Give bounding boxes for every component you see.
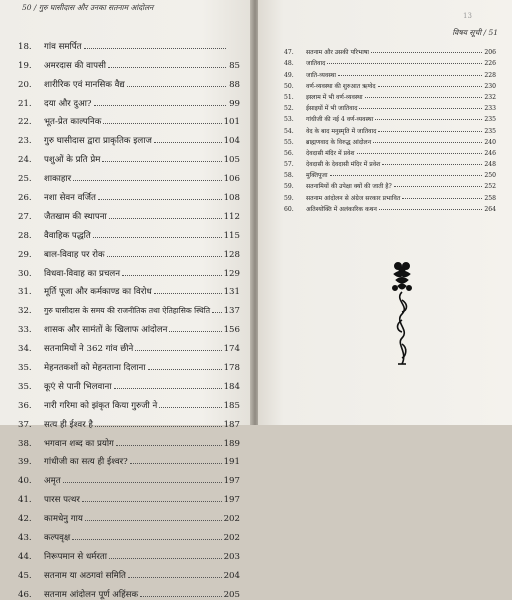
entry-page: 252 (484, 183, 496, 191)
left-page-header: 50 / गुरु घासीदास और उनका सतनाम आंदोलन (22, 3, 154, 12)
dot-leader (107, 256, 222, 257)
entry-page: 197 (223, 476, 240, 487)
left-page (0, 0, 252, 600)
dot-leader (378, 131, 482, 132)
entry-title: दया और दुआ? (44, 98, 92, 109)
toc-entry (18, 543, 240, 562)
entry-page: 105 (223, 155, 240, 166)
toc-entry (18, 146, 240, 165)
toc-entry (18, 316, 240, 335)
dot-leader (127, 86, 226, 87)
dot-leader (102, 161, 221, 162)
dot-leader (359, 108, 482, 109)
entry-page: 85 (229, 60, 240, 71)
dot-leader (375, 119, 482, 120)
dot-leader (94, 105, 227, 106)
dot-leader (140, 596, 222, 597)
toc-entry (18, 392, 240, 411)
dot-leader (98, 199, 222, 200)
entry-page: 203 (223, 551, 240, 562)
entry-title: सतनाम आंदोलन से अंग्रेज सरकार प्रभावित (306, 194, 401, 202)
entry-title: शारीरिक एवं मानसिक वैद्य (44, 79, 125, 90)
toc-entry (18, 354, 240, 373)
entry-title: गांधीजी की नई 4 वर्ण-व्यवस्था (306, 116, 374, 124)
entry-title: सतनाम और उसकी परिभाषा (306, 49, 369, 57)
entry-title: मेहनतकशों को मेहनताना दिलाना (44, 363, 146, 374)
entry-page: 88 (229, 79, 240, 90)
dot-leader (128, 577, 222, 578)
entry-page: 108 (223, 193, 240, 204)
entry-title: कामधेनु गाय (44, 514, 83, 525)
entry-page: 101 (223, 117, 240, 128)
dot-leader (379, 209, 482, 210)
dot-leader (154, 142, 222, 143)
entry-number: 51. (284, 93, 294, 101)
entry-page: 202 (223, 533, 240, 544)
entry-page: 232 (484, 93, 496, 101)
entry-number: 58. (284, 172, 294, 180)
entry-page: 204 (223, 570, 240, 581)
entry-title: गुरु घासीदास के समय की राजनीतिक तथा ऐतिहासिक स्थिति (44, 306, 211, 316)
entry-page: 228 (484, 71, 496, 79)
entry-title: शासक और सामंतों के खिलाफ आंदोलन (44, 325, 168, 336)
dot-leader (373, 142, 482, 143)
entry-number: 22. (18, 117, 32, 128)
dot-leader (63, 482, 222, 483)
entry-number: 54. (284, 127, 294, 135)
entry-number: 46. (18, 589, 32, 600)
entry-title: नशा सेवन वर्जित (44, 193, 96, 204)
entry-title: नारी गरिमा को झंकृत किया गुरुजी ने (44, 400, 158, 411)
entry-title: वेद के बाद मनुस्मृति में जातिवाद (306, 127, 377, 135)
toc-entry (18, 505, 240, 524)
toc-entry (284, 123, 496, 134)
toc-entry (18, 52, 240, 71)
entry-title: गांधीजी का सत्य ही ईश्वर? (44, 457, 128, 468)
dot-leader (154, 293, 222, 294)
toc-entry (18, 241, 240, 260)
entry-number: 19. (18, 60, 32, 71)
entry-page: 106 (223, 174, 240, 185)
right-toc (284, 45, 496, 213)
entry-title: पारस पत्थर (44, 495, 80, 506)
toc-entry (284, 101, 496, 112)
entry-number: 24. (18, 155, 32, 166)
toc-entry (18, 33, 240, 52)
entry-title: पशुओं के प्रति प्रेम (44, 155, 101, 166)
entry-page: 174 (223, 344, 240, 355)
dot-leader (148, 369, 222, 370)
entry-page: 235 (484, 127, 496, 135)
entry-title: भूत-प्रेत काल्पनिक (44, 117, 102, 128)
toc-entry (18, 260, 240, 279)
entry-title: अतिश्योक्ति में अलंकारिक कथन (306, 205, 377, 213)
entry-number: 57. (284, 161, 294, 169)
page-mark: 13 (463, 12, 472, 20)
entry-number: 56. (284, 149, 294, 157)
toc-entry (284, 79, 496, 90)
toc-entry (18, 71, 240, 90)
entry-number: 27. (18, 211, 32, 222)
entry-title: देवदासी के देवदासी मंदिर में प्रवेश (306, 161, 381, 169)
toc-entry (18, 109, 240, 128)
dot-leader (135, 350, 221, 351)
dot-leader (365, 97, 482, 98)
entry-page: 202 (223, 514, 240, 525)
entry-number: 41. (18, 495, 32, 506)
dot-leader (114, 388, 222, 389)
dot-leader (116, 445, 222, 446)
entry-page: 128 (223, 249, 240, 260)
entry-number: 34. (18, 344, 32, 355)
toc-entry (284, 56, 496, 67)
entry-title: अमरदास की वापसी (44, 60, 107, 71)
entry-page: 112 (223, 211, 240, 222)
entry-number: 52. (284, 105, 294, 113)
entry-number: 47. (284, 49, 294, 57)
entry-number: 60. (284, 205, 294, 213)
toc-entry (18, 165, 240, 184)
dot-leader (82, 501, 222, 502)
entry-number: 36. (18, 400, 32, 411)
dot-leader (402, 198, 482, 199)
entry-number: 43. (18, 533, 32, 544)
toc-entry (284, 135, 496, 146)
toc-entry (18, 524, 240, 543)
entry-number: 49. (284, 71, 294, 79)
entry-page: 250 (484, 172, 496, 180)
entry-number: 26. (18, 193, 32, 204)
entry-title: मुक्तिपूजा (306, 172, 328, 180)
toc-entry (18, 373, 240, 392)
entry-title: निरूपमान से धर्मरता (44, 551, 108, 562)
toc-entry (284, 179, 496, 190)
entry-number: 35. (18, 363, 32, 374)
toc-entry (18, 222, 240, 241)
toc-entry (18, 467, 240, 486)
entry-page: 189 (223, 438, 240, 449)
entry-page: 131 (223, 287, 240, 298)
dot-leader (169, 331, 221, 332)
toc-entry (18, 411, 240, 430)
entry-number: 29. (18, 249, 32, 260)
entry-title: बाल-विवाह पर रोक (44, 249, 105, 260)
entry-title: वैवाहिक पद्धति (44, 230, 91, 241)
entry-title: मूर्ति पूजा और कर्मकाण्ड का विरोध (44, 287, 152, 298)
entry-title: गांव समर्पित (44, 41, 82, 52)
entry-title: विधवा-विवाह का प्रचलन (44, 268, 121, 279)
dot-leader (338, 75, 482, 76)
entry-number: 20. (18, 79, 32, 90)
dot-leader (159, 407, 221, 408)
toc-entry (284, 45, 496, 56)
dot-leader (357, 153, 482, 154)
dot-leader (85, 520, 222, 521)
entry-page: 178 (223, 363, 240, 374)
entry-page: 233 (484, 105, 496, 113)
entry-title: जैतखाम की स्थापना (44, 211, 107, 222)
toc-entry (18, 90, 240, 109)
entry-title: शाकाहार (44, 174, 72, 185)
entry-number: 59. (284, 183, 294, 191)
left-toc (18, 33, 240, 600)
entry-title: जातिवाद (306, 60, 326, 68)
entry-page: 197 (223, 495, 240, 506)
entry-title: कल्पवृक्ष (44, 533, 71, 544)
right-page (258, 0, 512, 425)
toc-entry (18, 335, 240, 354)
dot-leader (84, 48, 226, 49)
entry-number: 50. (284, 82, 294, 90)
entry-title: सतनाम या अठगवां समिति (44, 570, 126, 581)
entry-number: 30. (18, 268, 32, 279)
entry-page: 187 (223, 419, 240, 430)
entry-number: 39. (18, 457, 32, 468)
entry-title: जाति-व्यवस्था (306, 71, 336, 79)
entry-number: 18. (18, 41, 32, 52)
toc-entry (18, 279, 240, 298)
entry-title: ब्राह्मणवाद के विरुद्ध आंदोलन (306, 138, 372, 146)
dot-leader (103, 123, 221, 124)
entry-number: 38. (18, 438, 32, 449)
entry-number: 31. (18, 287, 32, 298)
dot-leader (330, 175, 482, 176)
entry-number: 33. (18, 325, 32, 336)
entry-title: गुरु घासीदास द्वारा प्राकृतिक इलाज (44, 136, 152, 147)
toc-entry (284, 90, 496, 101)
entry-title: अमृत (44, 476, 61, 487)
dot-leader (95, 426, 222, 427)
dot-leader (72, 539, 221, 540)
toc-entry (284, 157, 496, 168)
dot-leader (108, 67, 226, 68)
toc-entry (18, 184, 240, 203)
toc-entry (18, 203, 240, 222)
dot-leader (378, 86, 482, 87)
entry-page: 184 (223, 381, 240, 392)
entry-number: 28. (18, 230, 32, 241)
entry-title: सतनामियों की उपेक्षा क्यों की जाती है? (306, 183, 392, 191)
entry-title: सत्य ही ईश्वर है (44, 419, 93, 430)
entry-page: 191 (223, 457, 240, 468)
floral-ornament-icon (382, 260, 422, 370)
entry-title: देवदासी मंदिर में प्रवेश (306, 149, 355, 157)
entry-number: 42. (18, 514, 32, 525)
dot-leader (109, 558, 222, 559)
entry-title: वर्ण-व्यवस्था की शुरुआत ऋग्वेद (306, 82, 376, 90)
toc-entry (18, 430, 240, 449)
entry-page: 226 (484, 60, 496, 68)
entry-number: 53. (284, 116, 294, 124)
entry-number: 44. (18, 551, 32, 562)
entry-page: 205 (223, 589, 240, 600)
entry-page: 206 (484, 49, 496, 57)
entry-page: 230 (484, 82, 496, 90)
entry-page: 240 (484, 138, 496, 146)
dot-leader (73, 180, 221, 181)
entry-title: सतनाम आंदोलन पूर्ण अहिंसक (44, 589, 139, 600)
entry-page: 115 (223, 230, 240, 241)
entry-number: 59. (284, 194, 294, 202)
entry-page: 235 (484, 116, 496, 124)
entry-number: 23. (18, 136, 32, 147)
toc-entry (18, 127, 240, 146)
dot-leader (130, 463, 222, 464)
entry-page: 104 (223, 136, 240, 147)
entry-page: 258 (484, 194, 496, 202)
entry-number: 55. (284, 138, 294, 146)
entry-number: 40. (18, 476, 32, 487)
entry-number: 35. (18, 381, 32, 392)
entry-number: 21. (18, 98, 32, 109)
toc-entry (284, 168, 496, 179)
dot-leader (109, 218, 222, 219)
entry-page: 185 (223, 400, 240, 411)
toc-entry (284, 112, 496, 123)
entry-page: 246 (484, 149, 496, 157)
toc-entry (18, 581, 240, 600)
entry-number: 48. (284, 60, 294, 68)
toc-entry (284, 146, 496, 157)
right-page-header: विषय सूची / 51 (452, 28, 498, 37)
entry-page: 156 (223, 325, 240, 336)
toc-entry (284, 202, 496, 213)
entry-page: 264 (484, 205, 496, 213)
entry-title: भगवान शब्द का प्रयोग (44, 438, 114, 449)
dot-leader (382, 164, 482, 165)
dot-leader (93, 237, 222, 238)
entry-title: कूएं से पानी भिलवाना (44, 381, 112, 392)
entry-title: इस्लाम में भी वर्ण-व्यवस्था (306, 93, 363, 101)
toc-entry (18, 297, 240, 316)
dot-leader (327, 63, 482, 64)
toc-entry (18, 449, 240, 468)
entry-page: 99 (229, 98, 240, 109)
dot-leader (212, 312, 222, 313)
entry-page: 137 (223, 306, 240, 317)
entry-number: 45. (18, 570, 32, 581)
entry-title: ईसाइयों में भी जातिवाद (306, 105, 358, 113)
toc-entry (284, 190, 496, 201)
entry-number: 25. (18, 174, 32, 185)
entry-title: सतनामियों ने 362 गांव छीने (44, 344, 134, 355)
entry-number: 37. (18, 419, 32, 430)
dot-leader (394, 186, 482, 187)
entry-page: 248 (484, 161, 496, 169)
entry-number: 32. (18, 306, 32, 317)
dot-leader (371, 52, 482, 53)
toc-entry (284, 67, 496, 78)
toc-entry (18, 562, 240, 581)
entry-page: 129 (223, 268, 240, 279)
dot-leader (122, 275, 222, 276)
toc-entry (18, 486, 240, 505)
